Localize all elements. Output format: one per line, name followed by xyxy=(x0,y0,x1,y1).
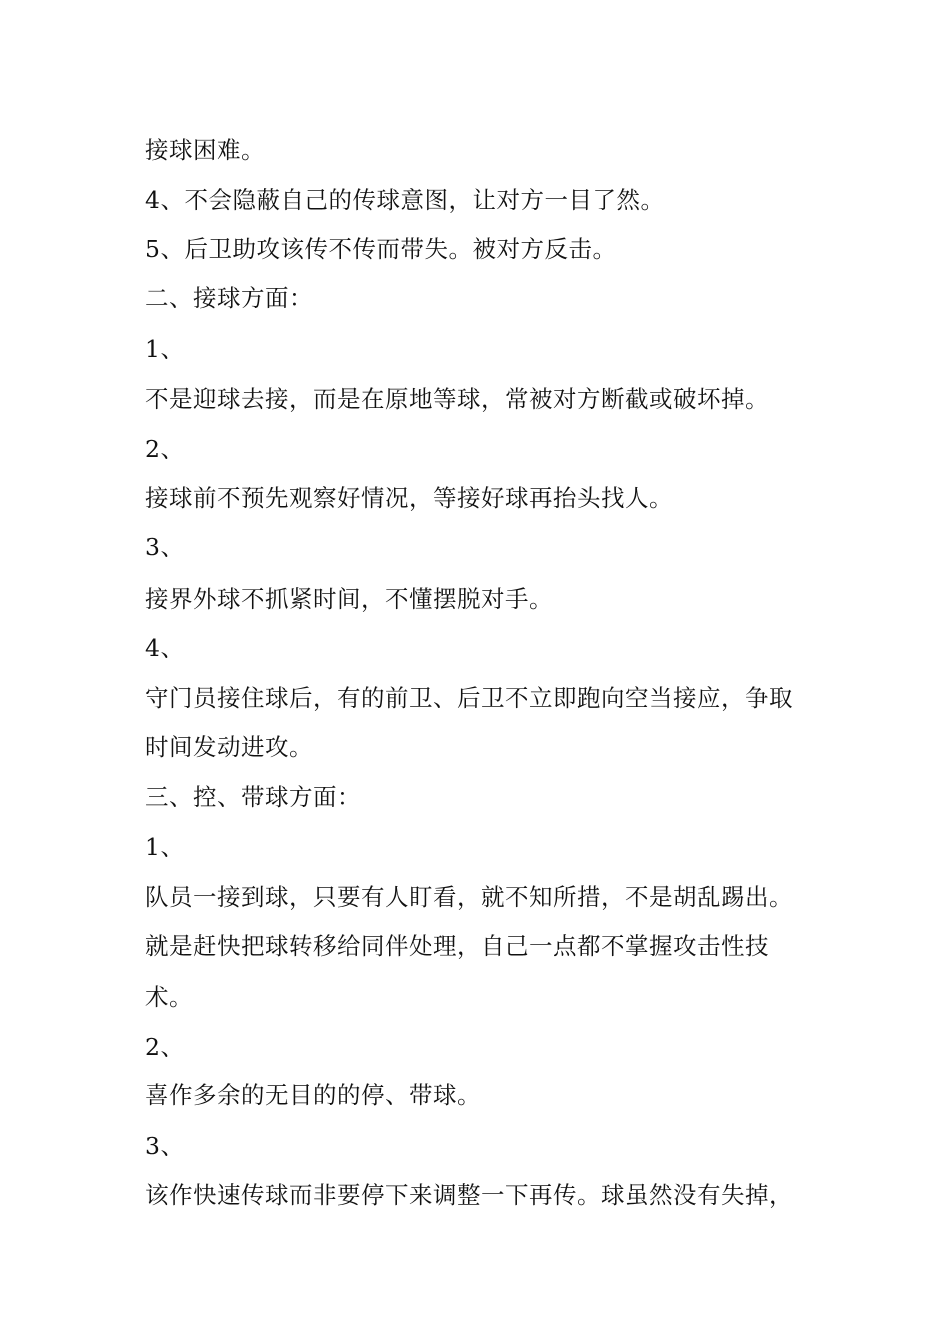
text-line: 接界外球不抓紧时间，不懂摆脱对手。 xyxy=(145,585,553,613)
text-line: 不是迎球去接，而是在原地等球，常被对方断截或破坏掉。 xyxy=(145,385,769,413)
list-number: 2、 xyxy=(145,1033,185,1061)
section-heading: 三、控、带球方面： xyxy=(145,783,361,811)
text-line: 喜作多余的无目的的停、带球。 xyxy=(145,1081,481,1109)
list-number: 1、 xyxy=(145,833,185,861)
text-line: 就是赶快把球转移给同伴处理，自己一点都不掌握攻击性技 xyxy=(145,932,769,960)
text-line: 接球前不预先观察好情况，等接好球再抬头找人。 xyxy=(145,484,673,512)
text-line: 时间发动进攻。 xyxy=(145,733,313,761)
list-number: 4、 xyxy=(145,634,185,662)
list-number: 3、 xyxy=(145,1132,185,1160)
text-line: 守门员接住球后，有的前卫、后卫不立即跑向空当接应，争取 xyxy=(145,684,793,712)
section-heading: 二、接球方面： xyxy=(145,284,313,312)
list-number: 1、 xyxy=(145,335,185,363)
list-number: 3、 xyxy=(145,533,185,561)
text-line: 接球困难。 xyxy=(145,136,265,164)
list-number: 2、 xyxy=(145,435,185,463)
text-line: 4、不会隐蔽自己的传球意图，让对方一目了然。 xyxy=(145,186,665,214)
text-line: 术。 xyxy=(145,983,193,1011)
text-line: 该作快速传球而非要停下来调整一下再传。球虽然没有失掉， xyxy=(145,1181,793,1209)
text-line: 队员一接到球，只要有人盯看，就不知所措，不是胡乱踢出。 xyxy=(145,883,793,911)
text-line: 5、后卫助攻该传不传而带失。被对方反击。 xyxy=(145,235,617,263)
